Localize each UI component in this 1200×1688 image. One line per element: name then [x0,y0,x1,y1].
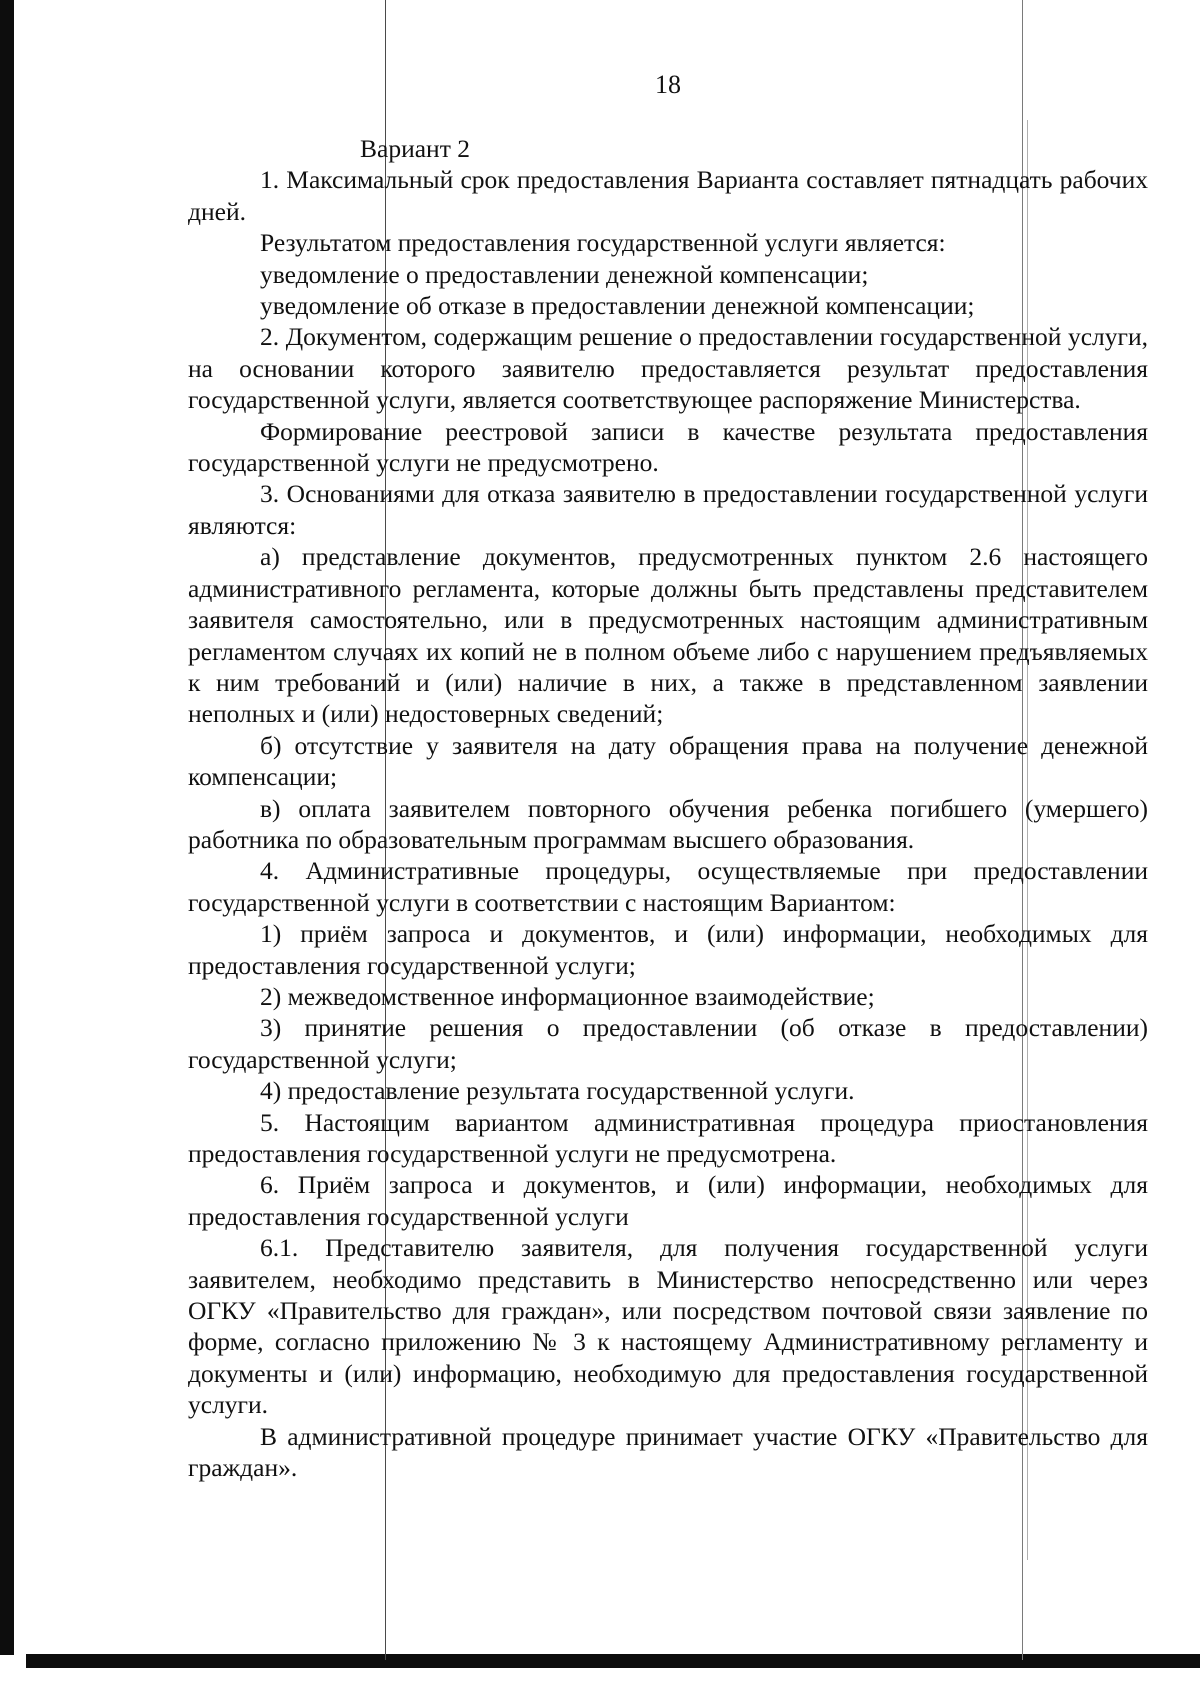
page-number: 18 [655,70,681,99]
paragraph: Результатом предоставления государственной услуги является: [260,228,946,258]
document-body [188,133,1148,1483]
paragraph: 4) предоставление результата государственной услуги. [260,1076,855,1106]
paragraph: 6.1. Представителю заявителя, для получения государственной услуги заявителем, необходимо представить в Министерство непосредственно или через ОГКУ «Правительство для граждан», или посредством почтовой связи заявление по форме, согласно приложению № 3 к настоящему Административному регламенту и документы и (или) информацию, необходимую для предоставления государственной услуги. [188,1233,1148,1420]
paragraph: 2) межведомственное информационное взаимодействие; [260,981,875,1011]
paragraph: 6. Приём запроса и документов, и (или) информации, необходимых для предоставления государственной услуги [188,1170,1148,1231]
paragraph: уведомление о предоставлении денежной компенсации; [260,259,869,289]
section-title: Вариант 2 [360,134,470,163]
paragraph: 3) принятие решения о предоставлении (об отказе в предоставлении) государственной услуги; [188,1013,1148,1074]
paragraph: 5. Настоящим вариантом административная процедура приостановления предоставления государственной услуги не предусмотрена. [188,1107,1148,1168]
paragraph: В административной процедуре принимает участие ОГКУ «Правительство для граждан». [188,1421,1148,1483]
paragraph: 1. Максимальный срок предоставления Варианта составляет пятнадцать рабочих дней. [188,165,1148,226]
scan-edge-bottom [26,1654,1200,1668]
paragraph: в) оплата заявителем повторного обучения ребенка погибшего (умершего) работника по образовательным программам высшего образования. [188,793,1148,854]
paragraph: б) отсутствие у заявителя на дату обращения права на получение денежной компенсации; [188,730,1148,792]
paragraph: 3. Основаниями для отказа заявителю в предоставлении государственной услуги являются: [188,479,1148,540]
paragraph: Формирование реестровой записи в качестве результата предоставления государственной услуги не предусмотрено. [188,416,1148,478]
scan-edge-left [0,0,14,1655]
paragraph: 4. Административные процедуры, осуществляемые при предоставлении государственной услуги в соответствии с настоящим Вариантом: [188,856,1148,917]
paragraph: 1) приём запроса и документов, и (или) информации, необходимых для предоставления государственной услуги; [188,919,1148,980]
paragraph: а) представление документов, предусмотренных пунктом 2.6 настоящего административного регламента, которые должны быть представлены представителем заявителя самостоятельно, или в предусмотренных настоящим административным регламентом случаях их копий не в полном объеме либо с нарушением предъявляемых к ним требований и (или) наличие в них, а также в представленном заявлении неполных и (или) недостоверных сведений; [188,542,1148,729]
paragraph: 2. Документом, содержащим решение о предоставлении государственной услуги, на основании которого заявителю предоставляется результат предоставления государственной услуги, является соответствующее распоряжение Министерства. [188,322,1148,415]
paragraph: уведомление об отказе в предоставлении денежной компенсации; [260,291,975,321]
